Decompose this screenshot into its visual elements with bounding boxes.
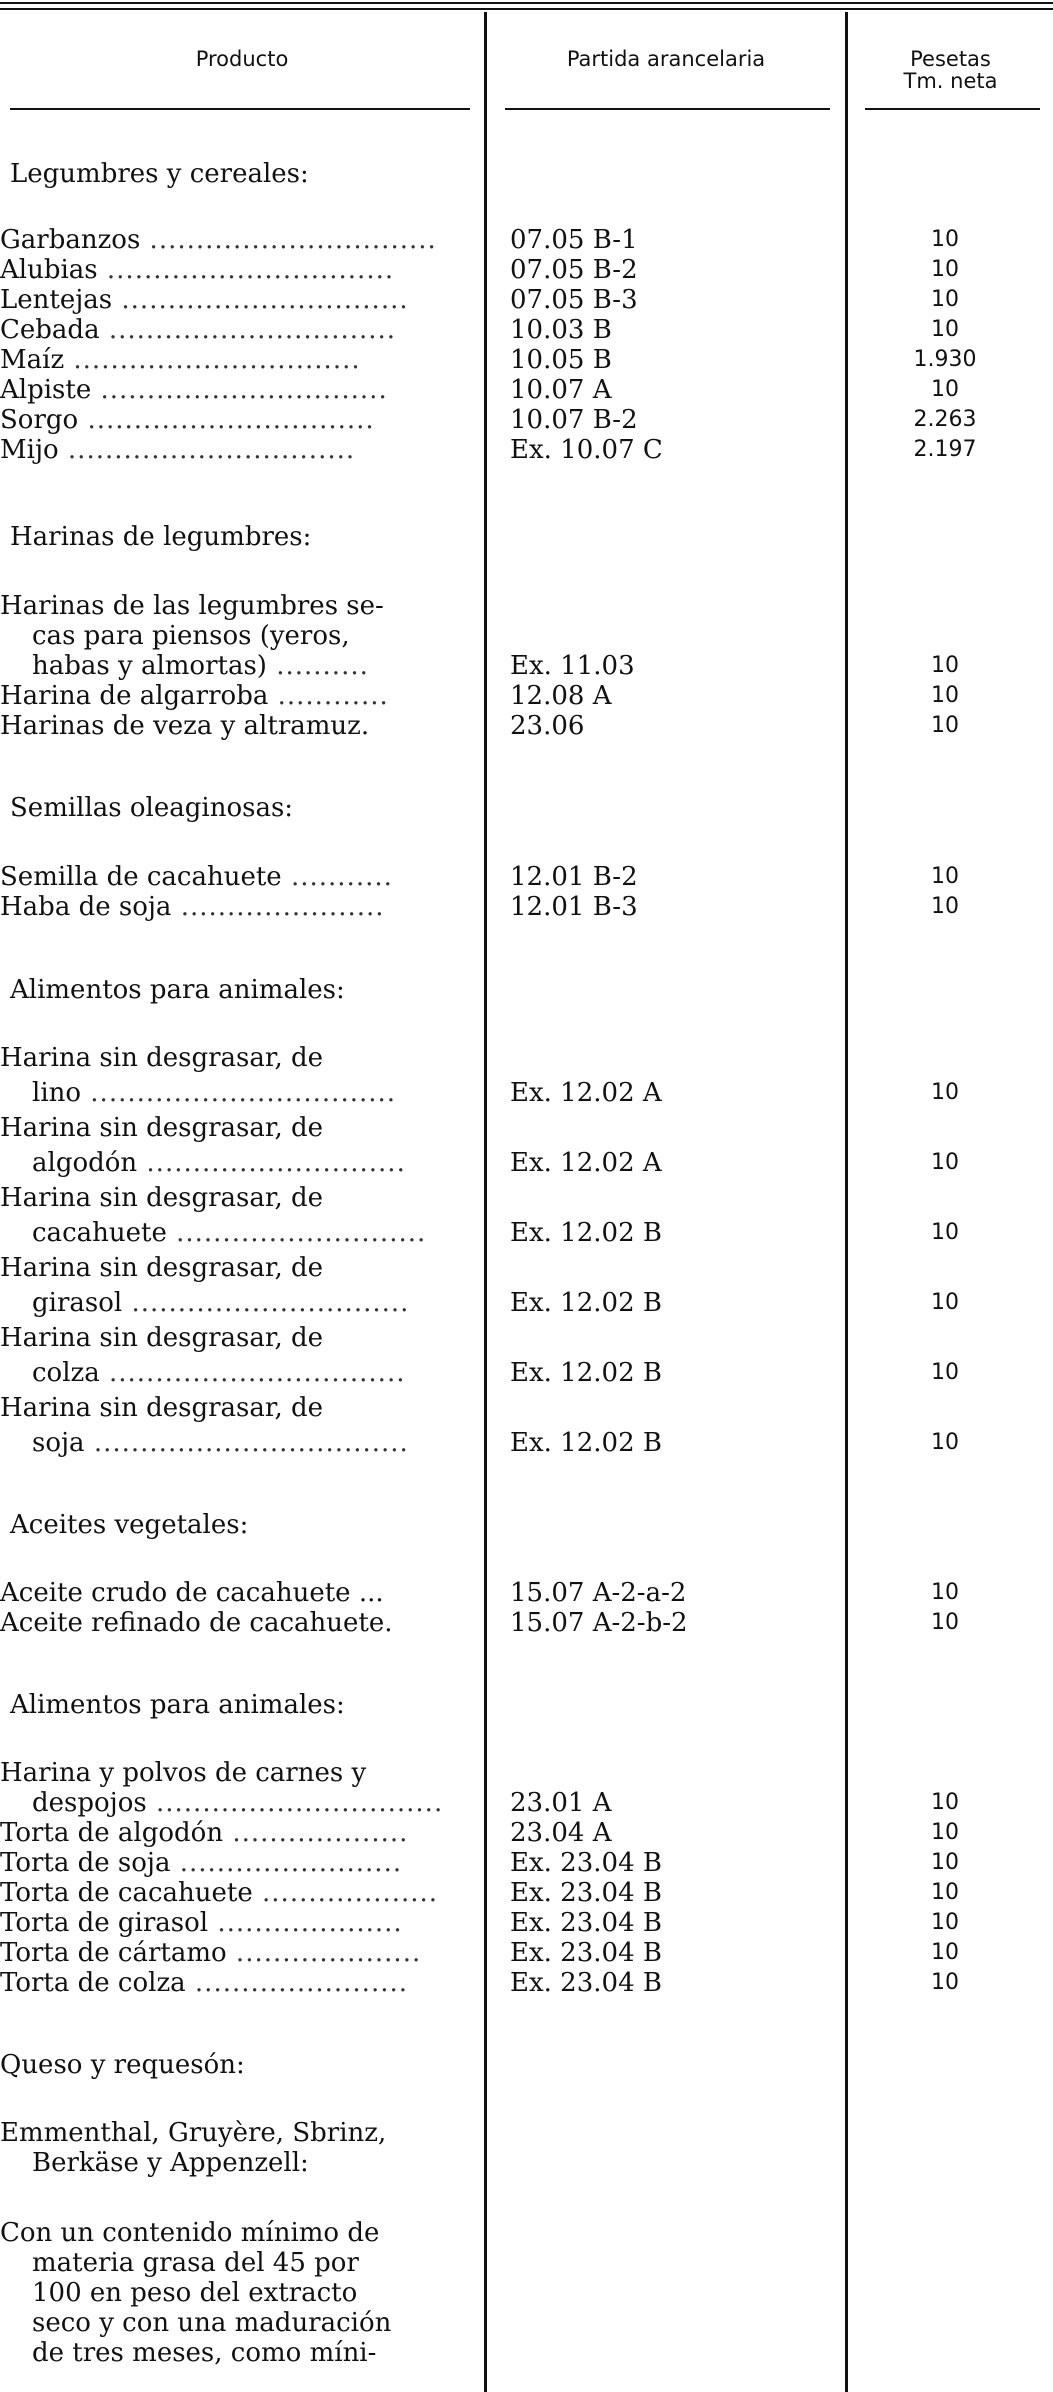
tariff-code: 23.06 — [510, 711, 585, 741]
section-heading: Aceites vegetales: — [10, 1510, 249, 1540]
price-value: 10 — [931, 1580, 959, 1605]
price-value: 10 — [931, 227, 959, 252]
tariff-code: Ex. 12.02 B — [510, 1288, 662, 1318]
product-name: Harinas de veza y altramuz. — [0, 711, 370, 741]
tariff-code: 07.05 B-1 — [510, 225, 638, 255]
tariff-code: 23.01 A — [510, 1788, 612, 1818]
price-value: 10 — [931, 683, 959, 708]
product-name: Alubias ............................... — [0, 255, 395, 285]
product-name: Sorgo ............................... — [0, 405, 375, 435]
price-value: 10 — [931, 1910, 959, 1935]
tariff-code: Ex. 12.02 B — [510, 1428, 662, 1458]
price-value: 10 — [931, 864, 959, 889]
product-name-line: Harina sin desgrasar, de — [0, 1113, 324, 1143]
price-value: 10 — [931, 713, 959, 738]
section-heading: Harinas de legumbres: — [10, 522, 312, 552]
product-name-line: cas para piensos (yeros, — [32, 621, 350, 651]
paragraph-line: materia grasa del 45 por — [32, 2248, 359, 2278]
paragraph-line: Emmenthal, Gruyère, Sbrinz, — [0, 2118, 387, 2148]
tariff-code: 12.01 B-3 — [510, 892, 638, 922]
price-value: 10 — [931, 1970, 959, 1995]
tariff-code: Ex. 11.03 — [510, 651, 635, 681]
product-name: Torta de soja ........................ — [0, 1848, 403, 1878]
tariff-code: 10.05 B — [510, 345, 612, 375]
product-name: Alpiste ............................... — [0, 375, 388, 405]
top-rule-1 — [0, 2, 1053, 4]
price-value: 2.263 — [913, 407, 977, 432]
tariff-code: 10.03 B — [510, 315, 612, 345]
header-underline-2 — [505, 108, 830, 110]
tariff-code: Ex. 12.02 B — [510, 1218, 662, 1248]
price-value: 10 — [931, 1290, 959, 1315]
tariff-code: Ex. 12.02 B — [510, 1358, 662, 1388]
column-divider-1 — [484, 12, 487, 2392]
product-name: Mijo ............................... — [0, 435, 356, 465]
price-value: 10 — [931, 1610, 959, 1635]
paragraph-line: 100 en peso del extracto — [32, 2278, 358, 2308]
price-value: 10 — [931, 1080, 959, 1105]
price-value: 10 — [931, 653, 959, 678]
price-value: 10 — [931, 1360, 959, 1385]
tariff-code: 10.07 B-2 — [510, 405, 638, 435]
price-value: 10 — [931, 1430, 959, 1455]
product-name-line: Harina sin desgrasar, de — [0, 1323, 324, 1353]
price-value: 10 — [931, 1220, 959, 1245]
header-producto: Producto — [195, 47, 289, 71]
price-value: 10 — [931, 317, 959, 342]
header-pesetas-line2: Tm. neta — [903, 69, 998, 93]
header-pesetas — [848, 48, 1053, 92]
product-name: habas y almortas) .......... — [32, 651, 369, 681]
product-name: Semilla de cacahuete ........... — [0, 862, 393, 892]
product-name: colza ................................ — [32, 1358, 406, 1388]
section-heading: Queso y requesón: — [0, 2050, 245, 2080]
tariff-code: Ex. 10.07 C — [510, 435, 663, 465]
header-pesetas-line1: Pesetas — [910, 47, 991, 71]
tariff-code: 15.07 A-2-a-2 — [510, 1578, 687, 1608]
price-value: 10 — [931, 1940, 959, 1965]
product-name: Garbanzos ............................... — [0, 225, 437, 255]
product-name: algodón ............................ — [32, 1148, 406, 1178]
price-value: 10 — [931, 1790, 959, 1815]
section-heading: Semillas oleaginosas: — [10, 793, 294, 823]
price-value: 10 — [931, 377, 959, 402]
product-name: Harina de algarroba ............ — [0, 681, 389, 711]
tariff-code: Ex. 23.04 B — [510, 1938, 662, 1968]
product-name: Cebada ............................... — [0, 315, 397, 345]
tariff-code: 07.05 B-2 — [510, 255, 638, 285]
product-name: girasol .............................. — [32, 1288, 410, 1318]
product-name: Lentejas ............................... — [0, 285, 409, 315]
price-value: 2.197 — [913, 437, 977, 462]
tariff-code: 07.05 B-3 — [510, 285, 638, 315]
product-name-line: Harina sin desgrasar, de — [0, 1253, 324, 1283]
product-name-line: Harina sin desgrasar, de — [0, 1043, 324, 1073]
tariff-code: Ex. 23.04 B — [510, 1848, 662, 1878]
product-name: Torta de cártamo .................... — [0, 1938, 422, 1968]
product-name: Aceite refinado de cacahuete. — [0, 1608, 393, 1638]
section-heading: Alimentos para animales: — [10, 1690, 345, 1720]
tariff-code: 23.04 A — [510, 1818, 612, 1848]
product-name: Torta de colza ....................... — [0, 1968, 409, 1998]
product-name: Haba de soja ...................... — [0, 892, 385, 922]
column-divider-2 — [845, 12, 848, 2392]
product-name: Torta de girasol .................... — [0, 1908, 403, 1938]
product-name: Torta de algodón ................... — [0, 1818, 409, 1848]
tariff-code: 12.01 B-2 — [510, 862, 638, 892]
tariff-code: Ex. 23.04 B — [510, 1878, 662, 1908]
paragraph-line: Con un contenido mínimo de — [0, 2218, 380, 2248]
product-name-line: Harina sin desgrasar, de — [0, 1183, 324, 1213]
price-value: 10 — [931, 287, 959, 312]
product-name: Aceite crudo de cacahuete ... — [0, 1578, 384, 1608]
product-name: Torta de cacahuete ................... — [0, 1878, 439, 1908]
tariff-code: 12.08 A — [510, 681, 612, 711]
product-name: soja .................................. — [32, 1428, 409, 1458]
product-name-line: Harina y polvos de carnes y — [0, 1758, 367, 1788]
product-name: despojos ............................... — [32, 1788, 444, 1818]
section-heading: Legumbres y cereales: — [10, 159, 309, 189]
product-name-line: Harinas de las legumbres se- — [0, 591, 384, 621]
price-value: 1.930 — [913, 347, 977, 372]
header-partida: Partida arancelaria — [566, 47, 766, 71]
section-heading: Alimentos para animales: — [10, 975, 345, 1005]
price-value: 10 — [931, 257, 959, 282]
top-rule-2 — [0, 8, 1053, 10]
price-value: 10 — [931, 1850, 959, 1875]
product-name: Maíz ............................... — [0, 345, 361, 375]
header-underline-1 — [10, 108, 470, 110]
paragraph-line: seco y con una maduración — [32, 2308, 392, 2338]
product-name: lino ................................. — [32, 1078, 397, 1108]
product-name-line: Harina sin desgrasar, de — [0, 1393, 324, 1423]
product-name: cacahuete ........................... — [32, 1218, 427, 1248]
price-value: 10 — [931, 1150, 959, 1175]
price-value: 10 — [931, 1880, 959, 1905]
price-value: 10 — [931, 894, 959, 919]
tariff-code: Ex. 12.02 A — [510, 1148, 662, 1178]
paragraph-line: de tres meses, como míni- — [32, 2338, 377, 2368]
tariff-code: Ex. 23.04 B — [510, 1908, 662, 1938]
price-value: 10 — [931, 1820, 959, 1845]
tariff-code: Ex. 23.04 B — [510, 1968, 662, 1998]
header-underline-3 — [865, 108, 1040, 110]
paragraph-line: Berkäse y Appenzell: — [32, 2148, 309, 2178]
tariff-code: 15.07 A-2-b-2 — [510, 1608, 688, 1638]
tariff-code: Ex. 12.02 A — [510, 1078, 662, 1108]
tariff-code: 10.07 A — [510, 375, 612, 405]
